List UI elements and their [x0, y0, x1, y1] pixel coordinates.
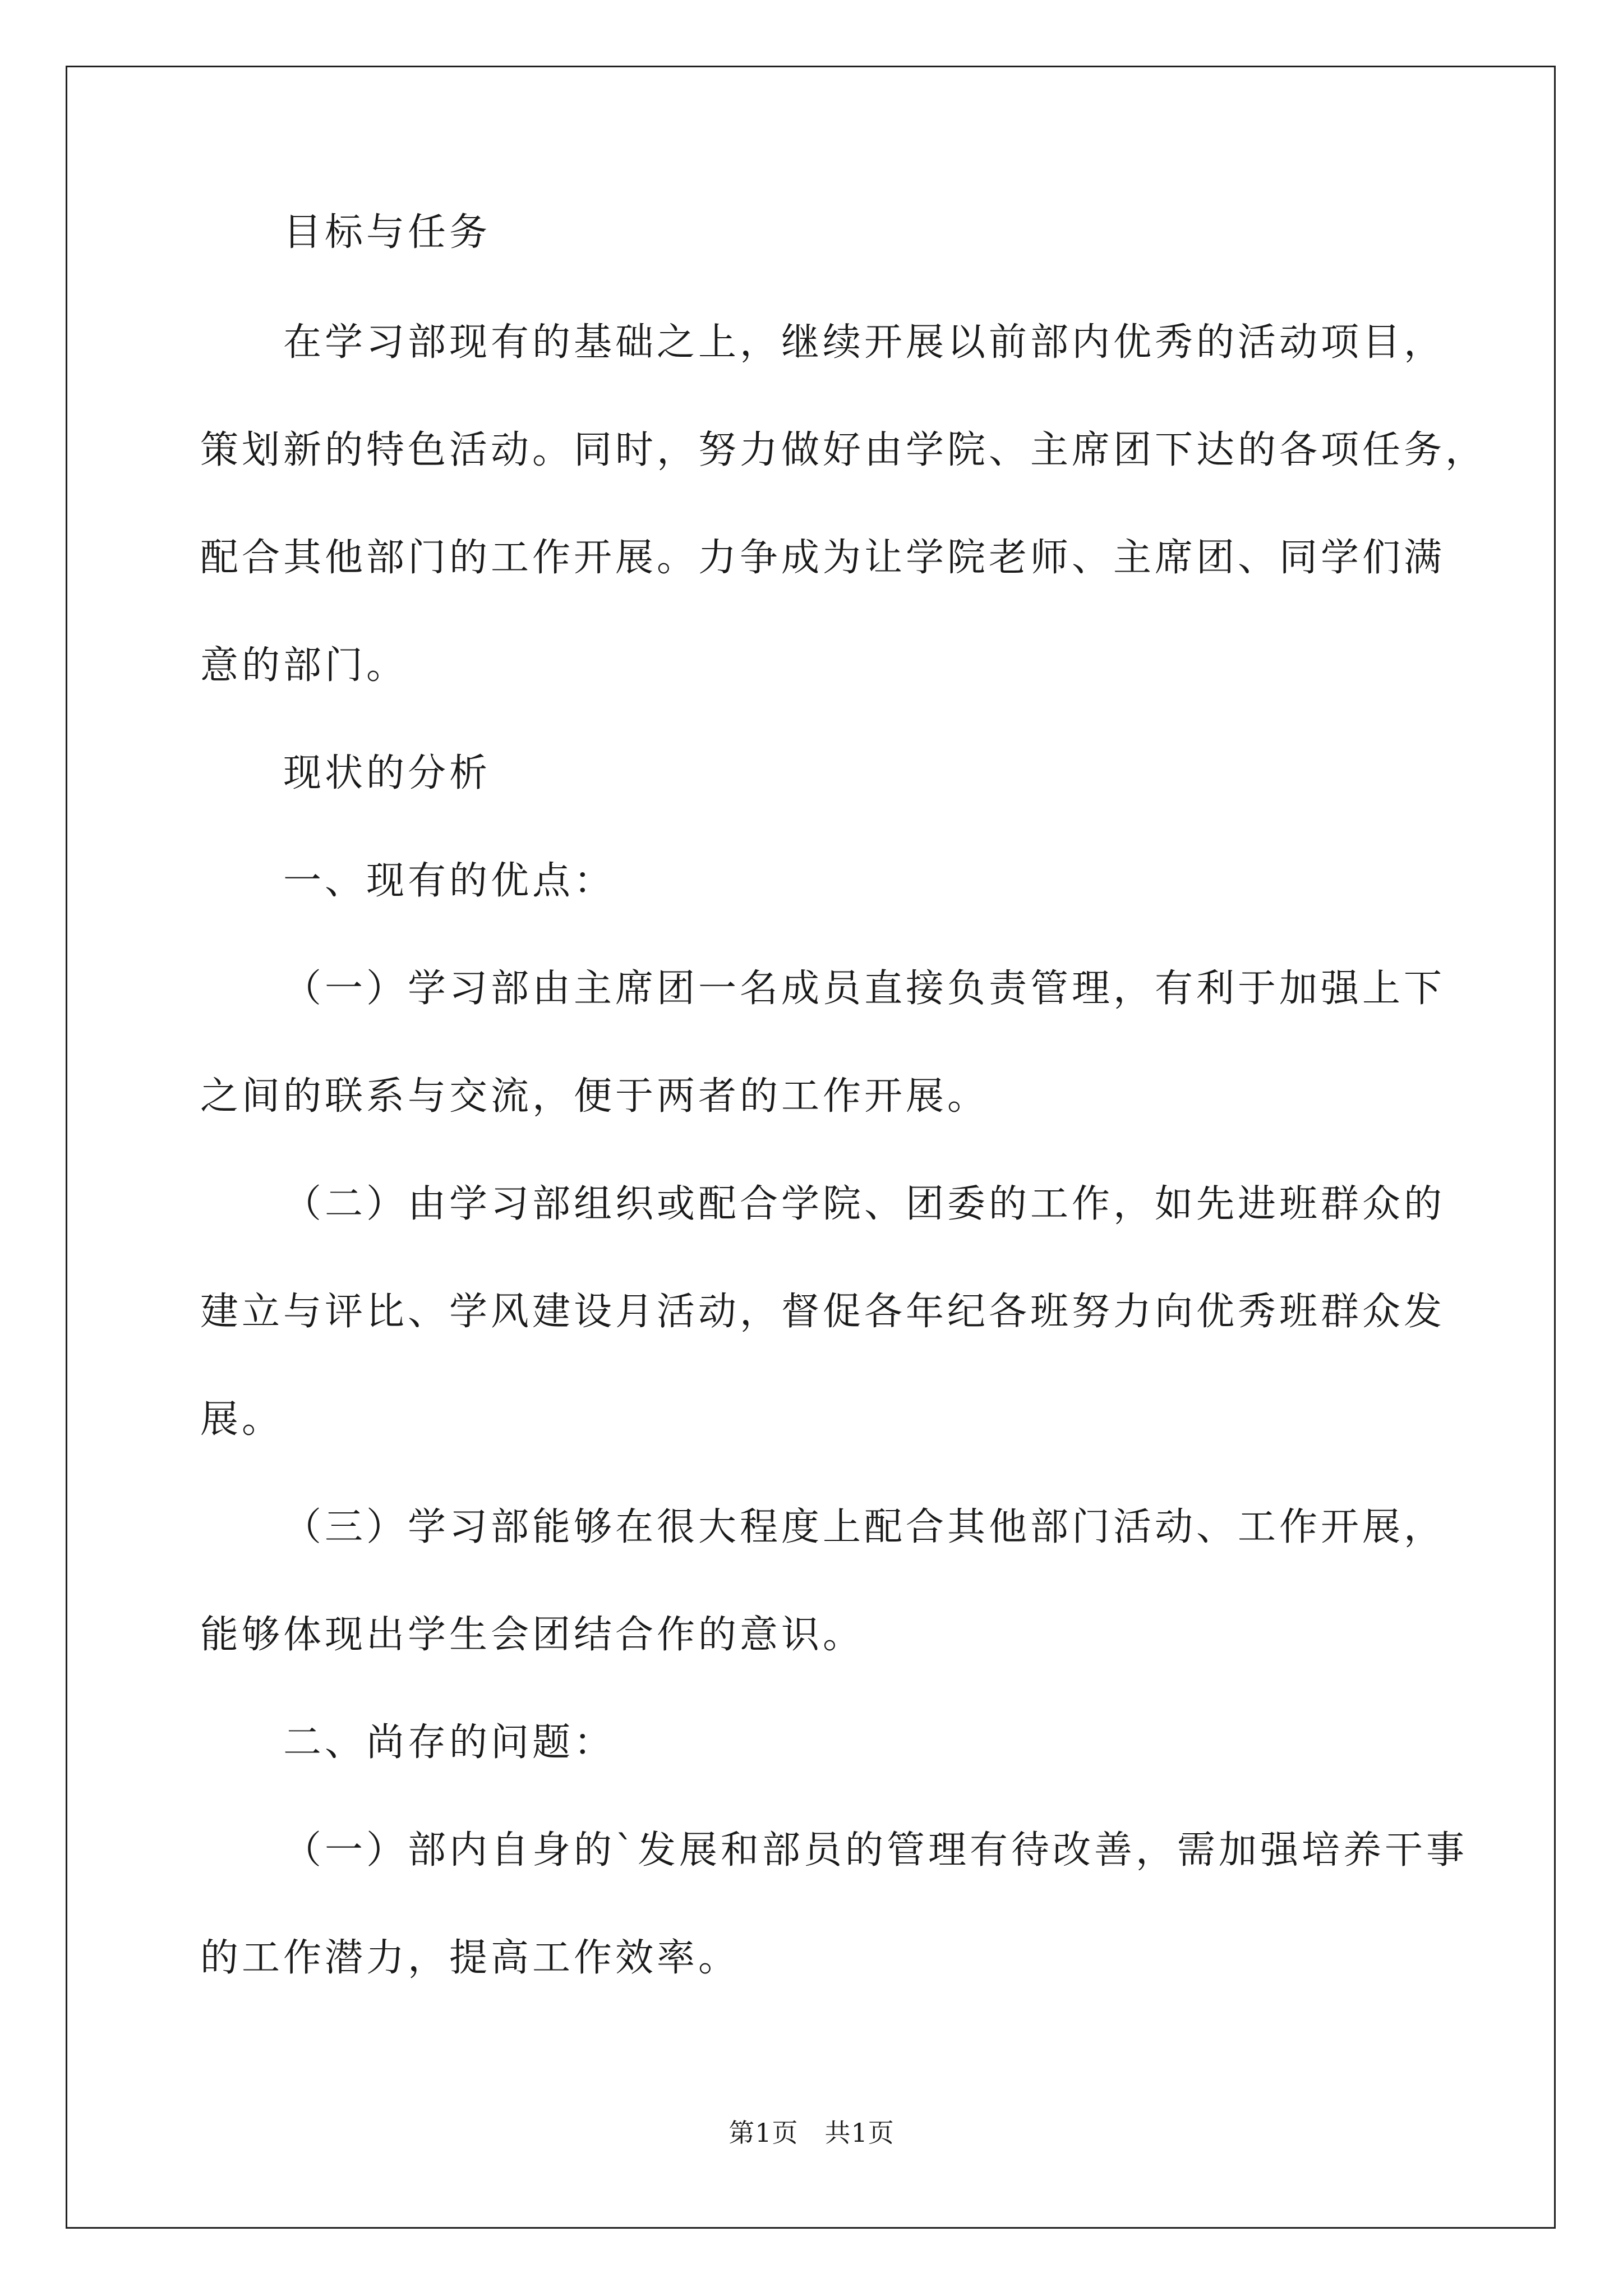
paragraph-line: 展。 [200, 1397, 284, 1442]
page-border [66, 66, 1556, 2229]
paragraph-line: 意的部门。 [200, 643, 408, 688]
section-heading-analysis: 现状的分析 [283, 751, 491, 795]
subheading-advantages: 一、现有的优点： [283, 859, 616, 903]
section-heading-goals: 目标与任务 [283, 210, 491, 255]
paragraph-line: 建立与评比、学风建设月活动，督促各年纪各班努力向优秀班群众发 [200, 1290, 1446, 1334]
paragraph-line: 在学习部现有的基础之上，继续开展以前部内优秀的活动项目， [283, 320, 1446, 365]
subheading-problems: 二、尚存的问题： [283, 1720, 616, 1765]
page-number-footer: 第1页 共1页 [728, 2118, 895, 2148]
paragraph-line: 之间的联系与交流，便于两者的工作开展。 [200, 1074, 989, 1119]
paragraph-line: （二）由学习部组织或配合学院、团委的工作，如先进班群众的 [283, 1182, 1446, 1226]
paragraph-line: （三）学习部能够在很大程度上配合其他部门活动、工作开展， [283, 1505, 1446, 1549]
paragraph-line: 能够体现出学生会团结合作的意识。 [200, 1613, 865, 1657]
paragraph-line: （一）部内自身的`发展和部员的管理有待改善，需加强培养干事 [283, 1828, 1468, 1872]
paragraph-line: 的工作潜力，提高工作效率。 [200, 1936, 740, 1980]
paragraph-line: 策划新的特色活动。同时，努力做好由学院、主席团下达的各项任务， [200, 428, 1487, 472]
paragraph-line: （一）学习部由主席团一名成员直接负责管理，有利于加强上下 [283, 967, 1446, 1011]
paragraph-line: 配合其他部门的工作开展。力争成为让学院老师、主席团、同学们满 [200, 536, 1446, 580]
